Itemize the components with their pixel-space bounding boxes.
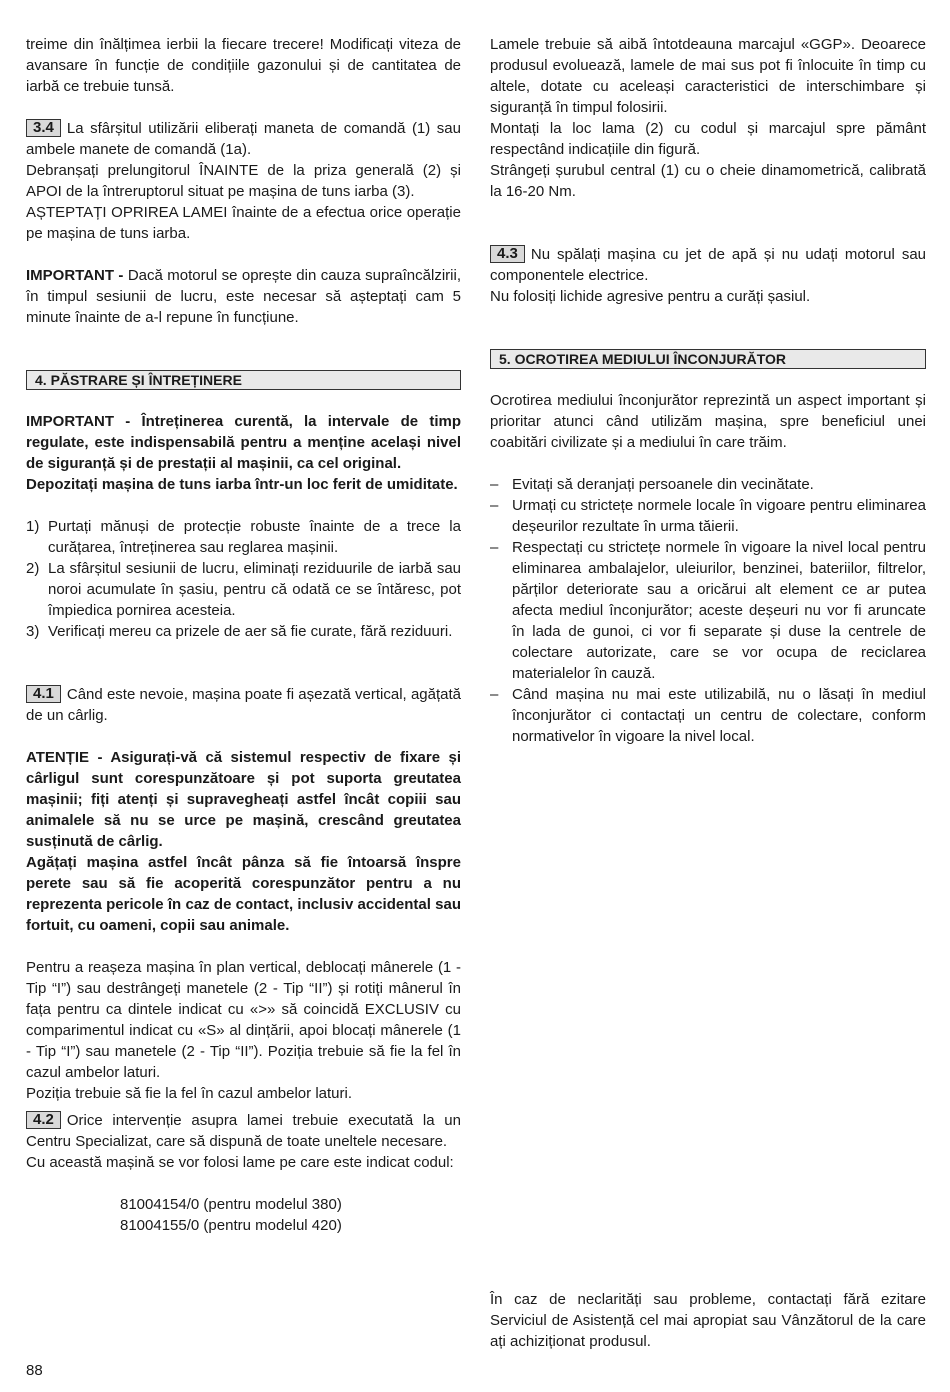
blade-code-380: 81004154/0 (pentru modelul 380) <box>120 1196 342 1213</box>
storage-note: Depozitați mașina de tuns iarba într-un loc ferit de umiditate. <box>26 476 458 493</box>
section-5-heading: 5. OCROTIREA MEDIULUI ÎNCONJURĂTOR <box>490 349 926 369</box>
section-4-1 <box>26 684 461 726</box>
list-item <box>490 537 926 684</box>
left-column <box>26 34 461 1236</box>
section-4-1-text: Când este nevoie, mașina poate fi așezată vertical, agățată de un cârlig. <box>26 686 461 724</box>
list-text: Purtați mănuși de protecție robuste înainte de a trece la curățarea, întreținerea sau reglarea mașinii. <box>48 518 461 556</box>
list-marker: 1) <box>26 518 40 535</box>
list-item <box>26 558 461 621</box>
list-text: Urmați cu strictețe normele locale în vigoare pentru eliminarea deșeurilor rezultate în urma tăierii. <box>512 497 926 535</box>
section-4-2 <box>26 1110 461 1152</box>
section-3-4-text: La sfârșitul utilizării eliberați maneta de comandă (1) sau ambele manete de comandă (1a). <box>26 120 461 158</box>
section-number-badge: 4.2 <box>26 1111 61 1129</box>
list-marker: 2) <box>26 560 40 577</box>
support-contact-note: În caz de neclarități sau probleme, contactați fără ezitare Serviciul de Asistență cel mai apropiat sau Vânzătorul de la care ați achiziționat produsul. <box>490 1291 926 1350</box>
list-text: Respectați cu strictețe normele în vigoare la nivel local pentru eliminarea ambalajelor, uleiurilor, benzinei, bateriilor, filtrelor, părților deteriorate sau a oricărui alt element ce ar putea afecta mediul înconjurător; aceste deșeuri nu vor fi aruncate în lada de gunoi, ci vor fi separate și duse la centrele de colectare autorizate, care se vor ocupa de reciclarea materialelor în cauză. <box>512 539 926 682</box>
section-number-badge: 3.4 <box>26 119 61 137</box>
environment-paragraph: Ocrotirea mediului înconjurător reprezintă un aspect important și prioritar atunci când utilizăm mașina, spre beneficiul unei coabitări civilizate și a mediului în care trăim. <box>490 392 926 451</box>
list-item <box>26 516 461 558</box>
environment-list <box>490 474 926 747</box>
hang-warning: Agățați mașina astfel încât pânza să fie întoarsă înspre perete sau să fie acoperită corespunzător pentru a nu reprezenta pericole în caz de contact, inclusiv accidental sau fortuit, cu oameni, copii sau animale. <box>26 854 461 934</box>
torque-paragraph: Strângeți șurubul central (1) cu o cheie dinamometrică, calibrată la 16-20 Nm. <box>490 162 926 200</box>
section-4-3 <box>490 244 926 286</box>
important-label: IMPORTANT - <box>26 267 124 284</box>
important-text: Dacă motorul se oprește din cauza supraîncălzirii, în timpul sesiunii de lucru, este necesar să așteptați cam 5 minute înainte de a-l repune în funcțiune. <box>26 267 461 326</box>
maintenance-list <box>26 516 461 642</box>
list-marker: – <box>490 686 499 703</box>
list-text: Evitați să deranjați persoanele din vecinătate. <box>512 476 814 493</box>
blade-code-intro: Cu această mașină se vor folosi lame pe care este indicat codul: <box>26 1154 454 1171</box>
list-item <box>490 474 926 495</box>
list-text: Când mașina nu mai este utilizabilă, nu o lăsați în mediul înconjurător ci contactați un centru de colectare, conform normativelor în vigoare la nivel local. <box>512 686 926 745</box>
disconnect-paragraph: Debranșați prelungitorul ÎNAINTE de la priza generală (2) și APOI de la întreruptorul situat pe mașina de tuns iarba (3). <box>26 162 461 200</box>
maintenance-important: IMPORTANT - Întreținerea curentă, la intervale de timp regulate, este indispensabilă pentru a menține același nivel de siguranță și de prestații al mașinii, ca cel original. <box>26 413 461 472</box>
section-3-4 <box>26 118 461 160</box>
list-item <box>490 495 926 537</box>
vertical-position-paragraph: Pentru a reașeza mașina în plan vertical, deblocați mânerele (1 - Tip “I”) sau destrângeți manetele (2 - Tip “II”) și rotiți mânerul în fața pentru ca dintele indicat cu «>» să coincidă EXCLUSIV cu comparimentul indicat cu «S» al dințării, apoi blocați mânerele (1 - Tip “I”) sau manetele (2 - Tip “II”). Poziția trebuie să fie la fel în cazul ambelor laturi. <box>26 959 461 1081</box>
attention-warning: ATENȚIE - Asigurați-vă că sistemul respectiv de fixare și cârligul sunt corespunzătoare și pot suporta greutatea mașinii; fiți atenți și supravegheați astfel încât copiii sau animalele să nu se urce pe mașină, crescând greutatea susținută de cârlig. <box>26 749 461 850</box>
list-item <box>26 621 461 642</box>
important-overheat-note <box>26 265 461 328</box>
list-marker: – <box>490 539 499 556</box>
section-number-badge: 4.1 <box>26 685 61 703</box>
list-marker: 3) <box>26 623 40 640</box>
list-text: Verificați mereu ca prizele de aer să fie curate, fără reziduuri. <box>48 623 453 640</box>
page-number: 88 <box>26 1362 43 1379</box>
position-note: Poziția trebuie să fie la fel în cazul ambelor laturi. <box>26 1085 352 1102</box>
chassis-cleaning-note: Nu folosiți lichide agresive pentru a curăți șasiul. <box>490 288 811 305</box>
list-item <box>490 684 926 747</box>
list-text: La sfârșitul sesiunii de lucru, eliminați reziduurile de iarbă sau noroi acumulate în șasiu, pentru că odată ce se întăresc, pot împiedica pornirea acesteia. <box>48 560 461 619</box>
wait-blade-paragraph: AȘTEPTAȚI OPRIREA LAMEI înainte de a efectua orice operație pe mașina de tuns iarba. <box>26 204 461 242</box>
section-number-badge: 4.3 <box>490 245 525 263</box>
refit-blade-paragraph: Montați la loc lama (2) cu codul și marcajul spre pământ respectând indicațiile din figură. <box>490 120 926 158</box>
list-marker: – <box>490 476 499 493</box>
list-marker: – <box>490 497 499 514</box>
blade-code-420: 81004155/0 (pentru modelul 420) <box>120 1217 342 1234</box>
ggp-marking-paragraph: Lamele trebuie să aibă întotdeauna marcajul «GGP». Deoarece produsul evoluează, lamele de mai sus pot fi înlocuite în timp cu altele, dotate cu aceleași caracteristici de interschimbare și siguranță în timpul folosirii. <box>490 36 926 116</box>
blade-codes <box>26 1194 461 1236</box>
section-4-2-text: Orice intervenție asupra lamei trebuie executată la un Centru Specializat, care să dispună de toate uneltele necesare. <box>26 1112 461 1150</box>
section-4-heading: 4. PĂSTRARE ȘI ÎNTREȚINERE <box>26 370 461 390</box>
section-4-3-text: Nu spălați mașina cu jet de apă și nu udați motorul sau componentele electrice. <box>490 246 926 284</box>
intro-paragraph: treime din înălțimea ierbii la fiecare trecere! Modificați viteza de avansare în funcție de condițiile gazonului și de cantitatea de iarbă ce trebuie tunsă. <box>26 36 461 95</box>
right-column <box>490 34 926 747</box>
